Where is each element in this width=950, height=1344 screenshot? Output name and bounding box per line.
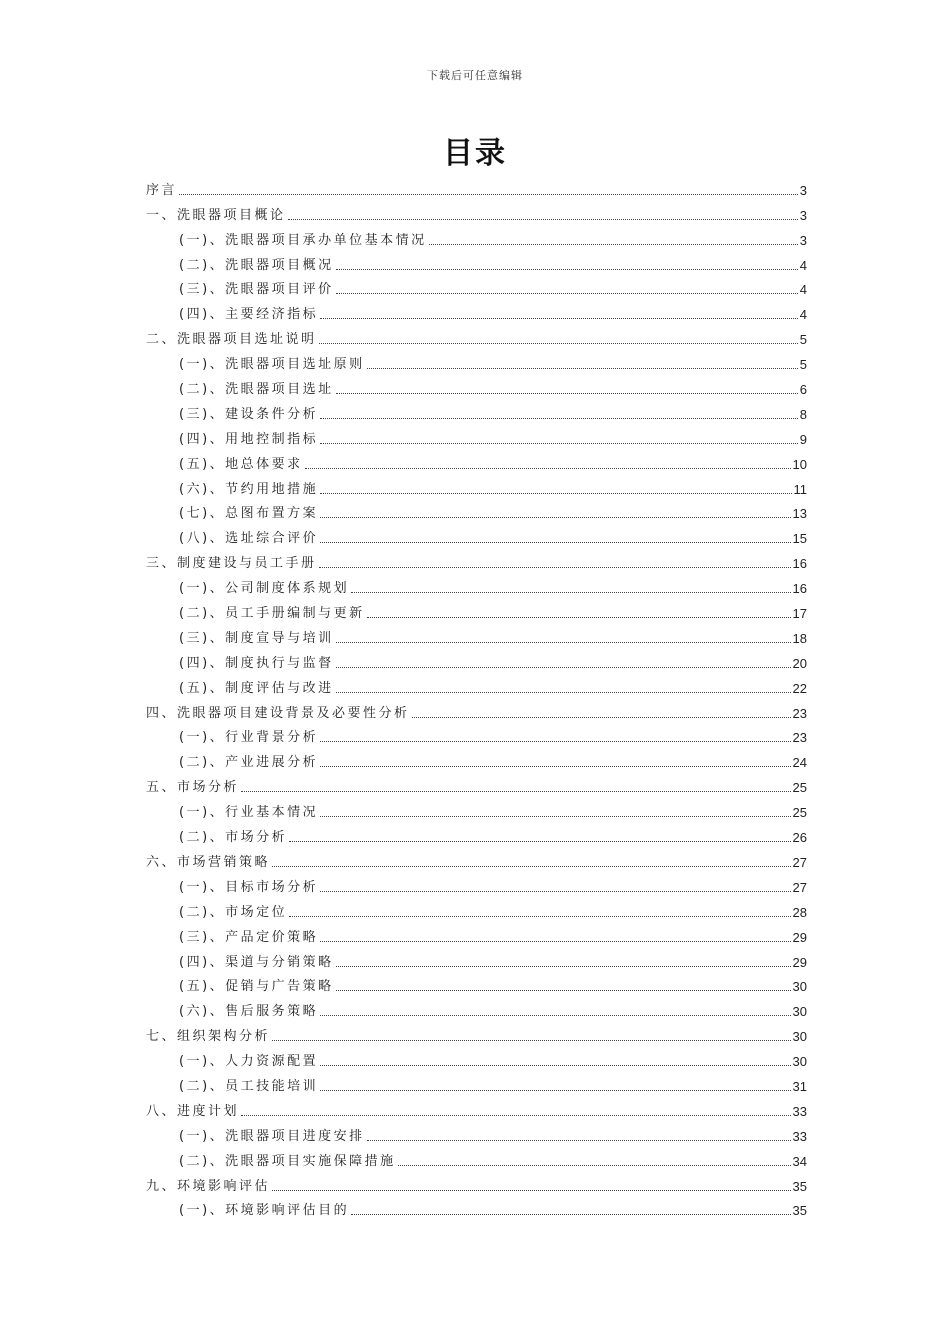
toc-entry[interactable] xyxy=(146,971,807,996)
toc-entry-page-number: 23 xyxy=(792,730,807,746)
toc-leader-dots xyxy=(367,368,798,369)
toc-entry-page-number: 30 xyxy=(792,1054,807,1070)
toc-leader-dots xyxy=(305,468,791,469)
toc-entry-label: (六)、节约用地措施 xyxy=(179,481,319,497)
toc-leader-dots xyxy=(241,791,791,792)
toc-entry-label: (三)、洗眼器项目评价 xyxy=(179,282,334,298)
toc-entry[interactable] xyxy=(146,821,807,846)
toc-entry-page-number: 30 xyxy=(792,1004,807,1020)
toc-entry[interactable] xyxy=(146,448,807,473)
toc-entry-label: (二)、员工技能培训 xyxy=(179,1078,319,1094)
toc-entry-label: (二)、产业进展分析 xyxy=(179,755,319,771)
toc-entry-label: (四)、用地控制指标 xyxy=(179,431,319,447)
toc-entry-label: 四、洗眼器项目建设背景及必要性分析 xyxy=(146,705,410,721)
toc-leader-dots xyxy=(241,1115,791,1116)
toc-leader-dots xyxy=(320,1065,790,1066)
toc-entry-page-number: 23 xyxy=(792,705,807,721)
toc-leader-dots xyxy=(320,741,790,742)
toc-entry-label: (五)、地总体要求 xyxy=(179,456,303,472)
toc-leader-dots xyxy=(319,567,791,568)
toc-entry-label: 八、进度计划 xyxy=(146,1103,240,1119)
toc-entry-page-number: 31 xyxy=(792,1078,807,1094)
toc-entry[interactable] xyxy=(146,746,807,771)
toc-entry-page-number: 3 xyxy=(799,182,807,198)
toc-entry-page-number: 35 xyxy=(792,1178,807,1194)
toc-leader-dots xyxy=(320,891,790,892)
toc-entry-label: (一)、洗眼器项目承办单位基本情况 xyxy=(179,232,427,248)
toc-leader-dots xyxy=(320,318,798,319)
toc-entry[interactable] xyxy=(146,473,807,498)
toc-entry-page-number: 9 xyxy=(799,431,807,447)
toc-entry[interactable] xyxy=(146,1170,807,1195)
toc-entry[interactable] xyxy=(146,846,807,871)
toc-leader-dots xyxy=(320,816,790,817)
toc-entry-label: (一)、洗眼器项目进度安排 xyxy=(179,1128,365,1144)
toc-entry-page-number: 34 xyxy=(792,1153,807,1169)
toc-entry[interactable] xyxy=(146,921,807,946)
toc-leader-dots xyxy=(320,542,790,543)
toc-entry-label: (一)、公司制度体系规划 xyxy=(179,581,350,597)
toc-entry-page-number: 16 xyxy=(792,556,807,572)
toc-entry-page-number: 10 xyxy=(792,456,807,472)
toc-leader-dots xyxy=(288,219,798,220)
toc-leader-dots xyxy=(320,418,798,419)
toc-entry-label: 九、环境影响评估 xyxy=(146,1178,271,1194)
toc-entry-label: 一、洗眼器项目概论 xyxy=(146,207,286,223)
toc-entry[interactable] xyxy=(146,771,807,796)
toc-entry-page-number: 5 xyxy=(799,332,807,348)
toc-entry[interactable] xyxy=(146,1120,807,1145)
toc-entry-page-number: 18 xyxy=(792,630,807,646)
toc-entry-label: (六)、售后服务策略 xyxy=(179,1004,319,1020)
toc-entry-page-number: 15 xyxy=(792,531,807,547)
toc-entry-label: (七)、总图布置方案 xyxy=(179,506,319,522)
toc-entry-page-number: 25 xyxy=(792,805,807,821)
toc-entry-label: (二)、员工手册编制与更新 xyxy=(179,606,365,622)
toc-entry-page-number: 26 xyxy=(792,830,807,846)
toc-leader-dots xyxy=(320,1015,790,1016)
toc-entry-page-number: 25 xyxy=(792,780,807,796)
toc-entry-page-number: 4 xyxy=(799,282,807,298)
toc-entry[interactable] xyxy=(146,1095,807,1120)
toc-entry-page-number: 27 xyxy=(792,879,807,895)
toc-entry-page-number: 13 xyxy=(792,506,807,522)
toc-leader-dots xyxy=(289,916,790,917)
toc-entry-page-number: 3 xyxy=(799,207,807,223)
toc-leader-dots xyxy=(272,866,791,867)
toc-entry-label: (二)、洗眼器项目实施保障措施 xyxy=(179,1153,396,1169)
toc-entry-label: 七、组织架构分析 xyxy=(146,1029,271,1045)
toc-entry-page-number: 33 xyxy=(792,1128,807,1144)
toc-entry[interactable] xyxy=(146,572,807,597)
toc-entry-page-number: 5 xyxy=(799,357,807,373)
toc-leader-dots xyxy=(336,667,791,668)
toc-leader-dots xyxy=(336,692,791,693)
toc-entry[interactable] xyxy=(146,498,807,523)
toc-entry-page-number: 6 xyxy=(799,382,807,398)
toc-entry[interactable] xyxy=(146,1045,807,1070)
toc-entry[interactable] xyxy=(146,1070,807,1095)
toc-entry-label: 序言 xyxy=(146,182,178,198)
toc-entry-page-number: 20 xyxy=(792,655,807,671)
toc-entry[interactable] xyxy=(146,398,807,423)
toc-entry[interactable] xyxy=(146,1195,807,1220)
toc-entry-page-number: 17 xyxy=(792,606,807,622)
toc-entry-label: (四)、渠道与分销策略 xyxy=(179,954,334,970)
toc-leader-dots xyxy=(320,493,791,494)
toc-entry-page-number: 33 xyxy=(792,1103,807,1119)
toc-entry-label: (四)、制度执行与监督 xyxy=(179,655,334,671)
toc-leader-dots xyxy=(351,592,790,593)
toc-entry-page-number: 4 xyxy=(799,257,807,273)
toc-leader-dots xyxy=(336,990,791,991)
toc-entry-page-number: 27 xyxy=(792,854,807,870)
toc-entry[interactable] xyxy=(146,522,807,547)
toc-leader-dots xyxy=(336,293,798,294)
toc-title: 目录 xyxy=(443,136,507,171)
toc-leader-dots xyxy=(320,766,790,767)
table-of-contents xyxy=(146,174,807,1219)
toc-entry-label: (二)、市场分析 xyxy=(179,830,288,846)
toc-entry-page-number: 22 xyxy=(792,680,807,696)
toc-entry[interactable] xyxy=(146,274,807,299)
toc-entry[interactable] xyxy=(146,373,807,398)
toc-leader-dots xyxy=(429,244,798,245)
toc-entry-page-number: 8 xyxy=(799,406,807,422)
toc-entry-page-number: 24 xyxy=(792,755,807,771)
toc-leader-dots xyxy=(320,941,790,942)
toc-entry-page-number: 35 xyxy=(792,1203,807,1219)
toc-leader-dots xyxy=(320,443,798,444)
toc-leader-dots xyxy=(272,1040,791,1041)
toc-entry-label: (五)、制度评估与改进 xyxy=(179,680,334,696)
toc-entry-label: (四)、主要经济指标 xyxy=(179,307,319,323)
toc-entry[interactable] xyxy=(146,423,807,448)
toc-entry[interactable] xyxy=(146,323,807,348)
toc-entry[interactable] xyxy=(146,174,807,199)
toc-leader-dots xyxy=(179,194,798,195)
toc-leader-dots xyxy=(319,343,798,344)
toc-leader-dots xyxy=(336,966,791,967)
toc-entry[interactable] xyxy=(146,672,807,697)
toc-entry-label: (三)、建设条件分析 xyxy=(179,406,319,422)
toc-leader-dots xyxy=(351,1214,790,1215)
toc-entry-label: 五、市场分析 xyxy=(146,780,240,796)
toc-entry-label: (一)、行业背景分析 xyxy=(179,730,319,746)
toc-leader-dots xyxy=(336,393,798,394)
toc-entry-label: (八)、选址综合评价 xyxy=(179,531,319,547)
toc-entry-label: (一)、行业基本情况 xyxy=(179,805,319,821)
toc-entry-label: (三)、产品定价策略 xyxy=(179,929,319,945)
toc-entry-label: (二)、市场定位 xyxy=(179,904,288,920)
toc-entry[interactable] xyxy=(146,348,807,373)
toc-entry[interactable] xyxy=(146,995,807,1020)
toc-leader-dots xyxy=(398,1165,791,1166)
toc-entry-label: (五)、促销与广告策略 xyxy=(179,979,334,995)
toc-entry[interactable] xyxy=(146,547,807,572)
toc-entry[interactable] xyxy=(146,249,807,274)
toc-entry[interactable] xyxy=(146,298,807,323)
toc-entry-label: 二、洗眼器项目选址说明 xyxy=(146,332,317,348)
toc-entry-label: (二)、洗眼器项目选址 xyxy=(179,382,334,398)
toc-leader-dots xyxy=(336,642,791,643)
toc-entry-page-number: 28 xyxy=(792,904,807,920)
toc-entry-label: (一)、人力资源配置 xyxy=(179,1054,319,1070)
toc-leader-dots xyxy=(367,1140,791,1141)
toc-leader-dots xyxy=(412,717,791,718)
toc-entry-label: (一)、目标市场分析 xyxy=(179,879,319,895)
toc-entry[interactable] xyxy=(146,697,807,722)
toc-entry-label: (一)、洗眼器项目选址原则 xyxy=(179,357,365,373)
toc-entry[interactable] xyxy=(146,871,807,896)
toc-leader-dots xyxy=(336,269,798,270)
toc-entry[interactable] xyxy=(146,722,807,747)
toc-leader-dots xyxy=(272,1190,791,1191)
page-header: 下载后可任意编辑 xyxy=(427,69,523,82)
toc-entry-label: (三)、制度宣导与培训 xyxy=(179,630,334,646)
toc-entry[interactable] xyxy=(146,1145,807,1170)
toc-entry[interactable] xyxy=(146,224,807,249)
toc-entry[interactable] xyxy=(146,1020,807,1045)
toc-entry-page-number: 29 xyxy=(792,954,807,970)
toc-entry[interactable] xyxy=(146,597,807,622)
toc-entry-label: 三、制度建设与员工手册 xyxy=(146,556,317,572)
toc-leader-dots xyxy=(320,517,790,518)
toc-entry-page-number: 29 xyxy=(792,929,807,945)
toc-entry-page-number: 30 xyxy=(792,1029,807,1045)
toc-leader-dots xyxy=(289,841,790,842)
toc-entry-label: (二)、洗眼器项目概况 xyxy=(179,257,334,273)
toc-entry-label: 六、市场营销策略 xyxy=(146,854,271,870)
toc-entry-label: (一)、环境影响评估目的 xyxy=(179,1203,350,1219)
toc-entry-page-number: 4 xyxy=(799,307,807,323)
toc-leader-dots xyxy=(367,617,791,618)
toc-entry-page-number: 16 xyxy=(792,581,807,597)
toc-leader-dots xyxy=(320,1090,790,1091)
toc-entry-page-number: 11 xyxy=(793,481,807,497)
toc-entry-page-number: 30 xyxy=(792,979,807,995)
toc-entry[interactable] xyxy=(146,896,807,921)
toc-entry[interactable] xyxy=(146,796,807,821)
toc-entry[interactable] xyxy=(146,946,807,971)
toc-entry[interactable] xyxy=(146,647,807,672)
toc-entry[interactable] xyxy=(146,199,807,224)
toc-entry[interactable] xyxy=(146,622,807,647)
toc-entry-page-number: 3 xyxy=(799,232,807,248)
